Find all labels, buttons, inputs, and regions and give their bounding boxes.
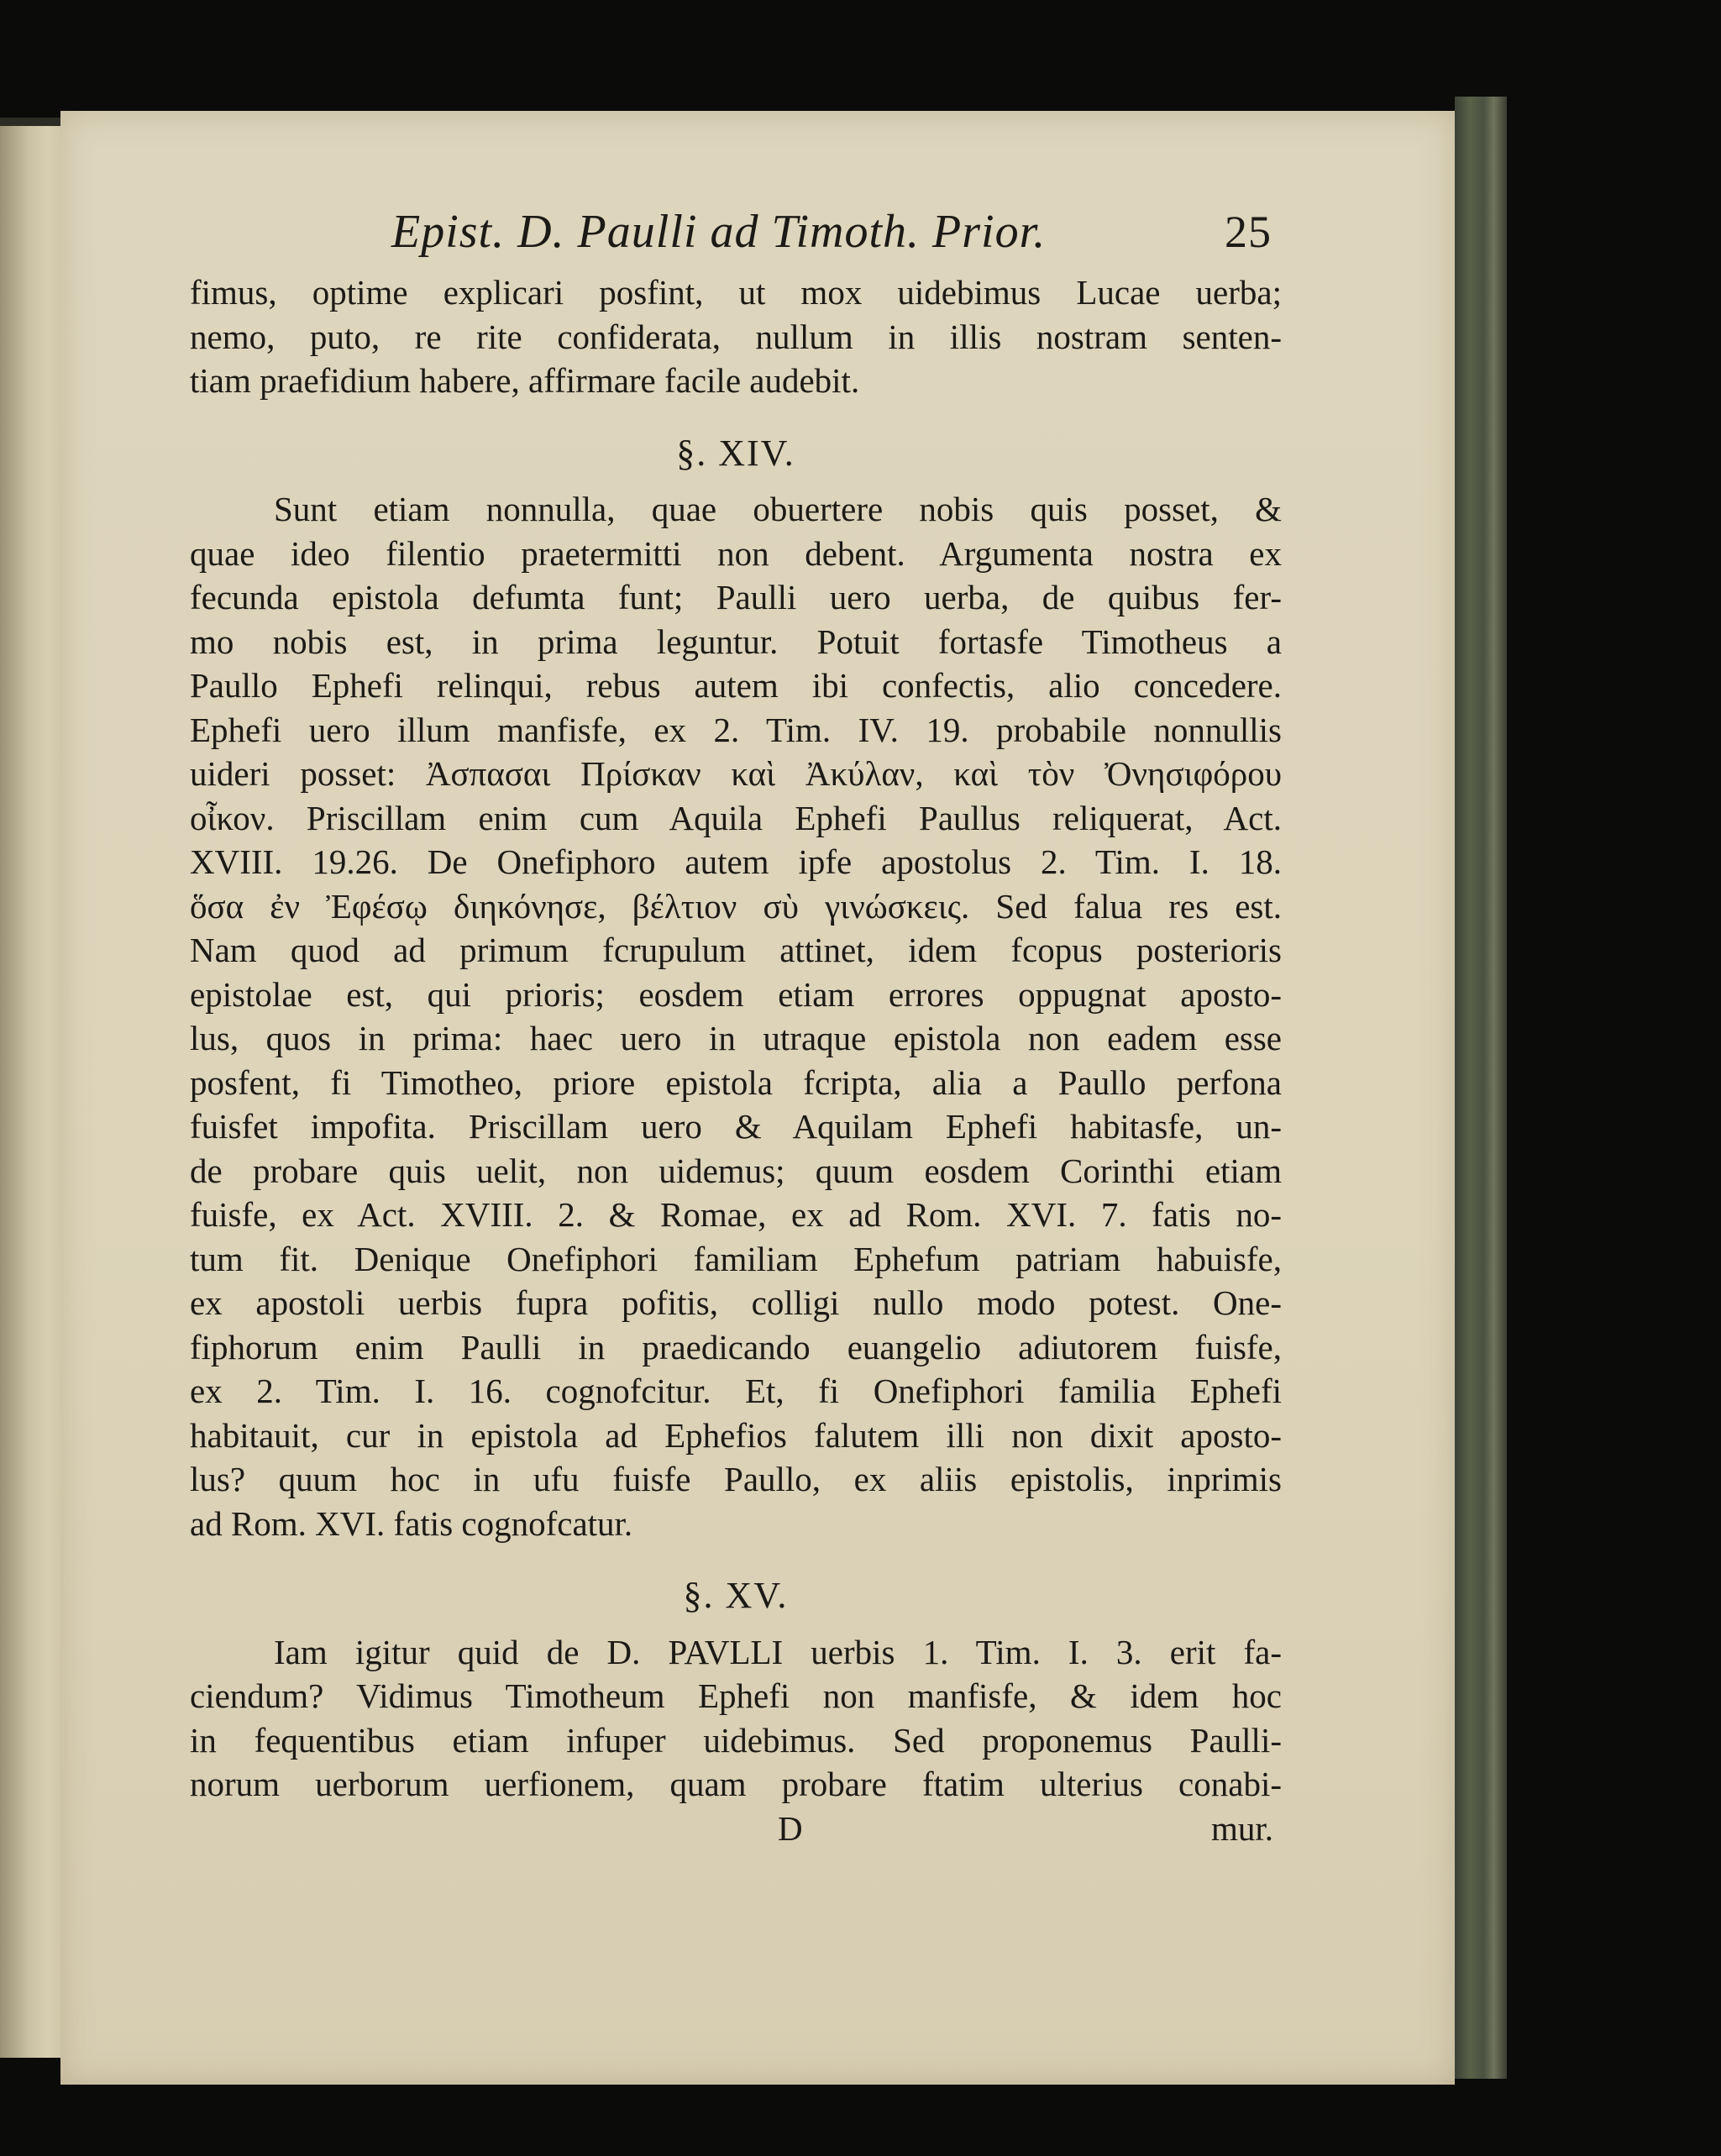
- page-text: [190, 206, 1282, 1850]
- text-line: posfent, fi Timotheo, priore epistola fcripta, alia a Paullo perfona: [190, 1062, 1282, 1102]
- text-line: Iam igitur quid de D. PAVLLI uerbis 1. Tim. I. 3. erit fa-: [274, 1632, 1282, 1671]
- text-line: tiam praefidium habere, affirmare facile audebit.: [190, 361, 860, 400]
- text-line: lus? quum hoc in ufu fuisfe Paullo, ex aliis epistolis, inprimis: [190, 1460, 1282, 1498]
- cover-board-edge: [1455, 97, 1507, 2079]
- text-line: in fequentibus etiam infuper uidebimus. Sed proponemus Paulli-: [190, 1720, 1282, 1760]
- text-line: uideri posset: Ἀσπασαι Πρίσκαν καὶ Ἀκύλαν, καὶ τὸν Ὀνησιφόρου: [190, 754, 1282, 793]
- text-line: Nam quod ad primum fcrupulum attinet, idem fcopus posterioris: [190, 931, 1282, 969]
- binding-spine: [0, 118, 63, 2058]
- paragraph-1: [190, 270, 1282, 403]
- text-line: mo nobis est, in prima leguntur. Potuit fortasfe Timotheus a: [190, 622, 1282, 661]
- text-line: epistolae est, qui prioris; eosdem etiam errores oppugnat aposto-: [190, 974, 1282, 1014]
- text-line: ad Rom. XVI. fatis cognofcatur.: [190, 1503, 633, 1543]
- text-line: norum uerborum uerfionem, quam probare ftatim ulterius conabi-: [190, 1765, 1282, 1803]
- page-number: 25: [1225, 207, 1272, 257]
- section-heading-xiv: §. XIV.: [676, 432, 795, 474]
- text-line: ciendum? Vidimus Timotheum Ephefi non manfisfe, & idem hoc: [190, 1676, 1282, 1715]
- text-line: habitauit, cur in epistola ad Ephefios falutem illi non dixit aposto-: [190, 1415, 1282, 1455]
- text-line: quae ideo filentio praetermitti non debent. Argumenta nostra ex: [190, 533, 1282, 573]
- paragraph-3: [190, 1630, 1282, 1807]
- text-line: XVIII. 19.26. De Onefiphoro autem ipfe apostolus 2. Tim. I. 18.: [190, 842, 1282, 881]
- signature-mark: D: [778, 1808, 803, 1848]
- text-line: fiphorum enim Paulli in praedicando euangelio adiutorem fuisfe,: [190, 1327, 1282, 1367]
- running-header: [190, 206, 1282, 270]
- page-footer: [190, 1807, 1282, 1851]
- text-line: nemo, puto, re rite confiderata, nullum in illis nostram senten-: [190, 317, 1282, 356]
- catchword: mur.: [1210, 1808, 1273, 1848]
- text-line: fimus, optime explicari posfint, ut mox uidebimus Lucae uerba;: [190, 273, 1282, 312]
- text-line: οἶκον. Priscillam enim cum Aquila Ephefi Paullus reliquerat, Act.: [190, 798, 1282, 837]
- section-heading-xv: §. XV.: [683, 1575, 789, 1616]
- text-line: lus, quos in prima: haec uero in utraque epistola non eadem esse: [190, 1019, 1282, 1057]
- text-line: ex apostoli uerbis fupra pofitis, colligi nullo modo potest. One-: [190, 1283, 1282, 1322]
- text-line: de probare quis uelit, non uidemus; quum eosdem Corinthi etiam: [190, 1151, 1282, 1190]
- text-line: ὅσα ἐν Ἐφέσῳ διηκόνησε, βέλτιον σὺ γινώσκεις. Sed falua res est.: [190, 886, 1282, 926]
- text-line: Ephefi uero illum manfisfe, ex 2. Tim. IV. 19. probabile nonnullis: [190, 710, 1282, 749]
- text-line: Paullo Ephefi relinqui, rebus autem ibi confectis, alio concedere.: [190, 666, 1282, 705]
- text-line: ex 2. Tim. I. 16. cognofcitur. Et, fi Onefiphori familia Ephefi: [190, 1372, 1282, 1410]
- text-line: fuisfe, ex Act. XVIII. 2. & Romae, ex ad Rom. XVI. 7. fatis no-: [190, 1195, 1282, 1234]
- text-line: tum fit. Denique Onefiphori familiam Ephefum patriam habuisfe,: [190, 1239, 1282, 1278]
- text-line: Sunt etiam nonnulla, quae obuertere nobis quis posset, &: [274, 490, 1282, 528]
- text-line: fecunda epistola defumta funt; Paulli uero uerba, de quibus fer-: [190, 578, 1282, 616]
- paragraph-2: [190, 487, 1282, 1545]
- running-title: Epist. D. Paulli ad Timoth. Prior.: [391, 206, 1047, 258]
- text-line: fuisfet impofita. Priscillam uero & Aquilam Ephefi habitasfe, un-: [190, 1107, 1282, 1146]
